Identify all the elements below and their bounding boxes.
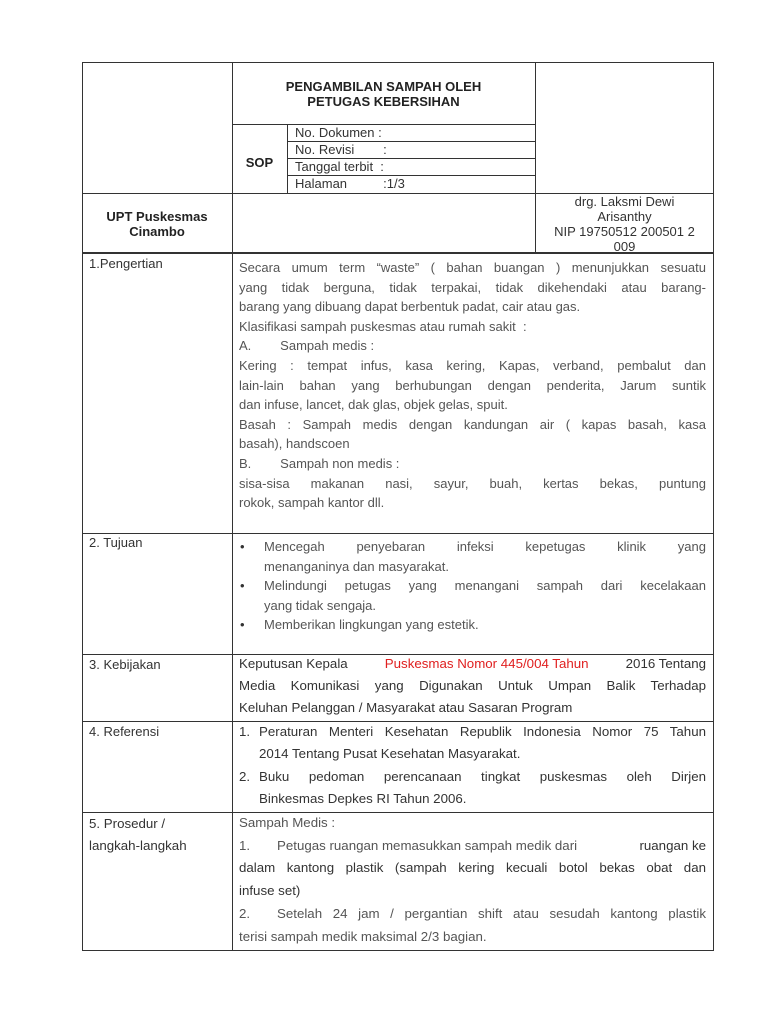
signer-nip-1: NIP 19750512 200501 2 (554, 224, 695, 239)
step-text: ruangan ke (639, 837, 706, 853)
list-item (239, 766, 706, 810)
list-item-line: • Mencegah penyebaran infeksi kepetugas klinik yang (264, 539, 706, 554)
list-item-line: • Memberikan lingkungan yang estetik. (264, 617, 479, 632)
step-text: terisi sampah medik maksimal 2/3 bagian. (239, 928, 487, 944)
pengertian-line: barang yang dibuang dapat berbentuk padat, cair atau gas. (239, 299, 581, 315)
organization-name (82, 209, 232, 239)
sop-label: SOP (245, 155, 274, 170)
pengertian-line: Basah : Sampah medis dengan kandungan air ( kapas basah, kasa (239, 416, 706, 432)
list-item-line: 2014 Tentang Pusat Kesehatan Masyarakat. (259, 746, 521, 761)
pengertian-line: yang tidak berguna, tidak terpakai, tidak dikehendaki atau barang- (239, 279, 706, 295)
pengertian-line: basah), handscoen (239, 436, 350, 452)
prosedur-label-line: langkah-langkah (89, 838, 187, 853)
pengertian-line: lain-lain bahan yang berhubungan dengan penderita, Jarum suntik (239, 377, 706, 393)
title-line-1: PENGAMBILAN SAMPAH OLEH (285, 79, 482, 94)
pengertian-line: sisa-sisa makanan nasi, sayur, buah, kertas bekas, puntung (239, 475, 706, 491)
section-label-prosedur (89, 813, 187, 857)
step-text: Petugas ruangan memasukkan sampah medik dari (277, 837, 578, 853)
pengertian-content (239, 258, 706, 513)
document-title (232, 79, 535, 109)
pengertian-line: B. Sampah non medis : (239, 455, 400, 471)
signer-name-1: drg. Laksmi Dewi (574, 194, 675, 209)
divider (232, 253, 233, 951)
step-text: Setelah 24 jam / pergantian shift atau sesudah kantong plastik (277, 906, 706, 921)
list-item-line: Buku pedoman perencanaan tingkat puskesmas oleh Dirjen (259, 769, 706, 784)
list-number: 1. (239, 724, 251, 739)
list-item (264, 615, 706, 635)
list-item-line: Peraturan Menteri Kesehatan Republik Indonesia Nomor 75 Tahun (259, 724, 706, 739)
pengertian-line: A. Sampah medis : (239, 338, 375, 354)
org-line-2: Cinambo (129, 224, 185, 239)
pengertian-line: dan infuse, lancet, dak glas, objek gelas, spuit. (239, 397, 508, 413)
pengertian-line: Kering : tempat infus, kasa kering, Kapas, verband, pembalut dan (239, 357, 706, 373)
kebijakan-content (239, 653, 706, 719)
signer-nip-2: 009 (613, 239, 636, 254)
title-line-2: PETUGAS KEBERSIHAN (307, 94, 460, 109)
list-item-line: • Melindungi petugas yang menangani sampah dari kecelakaan (264, 578, 706, 593)
list-item (239, 721, 706, 765)
prosedur-content (239, 812, 706, 948)
divider (82, 533, 714, 534)
doc-field-number: No. Dokumen : (295, 125, 382, 140)
list-item-line: yang tidak sengaja. (264, 597, 377, 613)
pengertian-line: rokok, sampah kantor dll. (239, 495, 385, 511)
pengertian-line: Secara umum term “waste” ( bahan buangan ) menunjukkan sesuatu (239, 260, 706, 275)
kebijakan-text: Keputusan Kepala (239, 656, 352, 671)
doc-field-revision: No. Revisi : (295, 142, 387, 157)
list-item-line: menanganinya dan masyarakat. (264, 558, 450, 574)
step-text: dalam kantong plastik (sampah kering kecuali botol bekas obat dan (239, 860, 706, 875)
doc-field-page: Halaman :1/3 (295, 176, 405, 191)
step-text: infuse set) (239, 882, 301, 898)
list-item (264, 537, 706, 576)
section-label-tujuan: 2. Tujuan (89, 535, 143, 550)
kebijakan-text: 2016 Tentang (621, 656, 706, 671)
divider (232, 124, 535, 125)
kebijakan-text: Keluhan Pelanggan / Masyarakat atau Sasaran Program (239, 700, 573, 715)
list-item-line: Binkesmas Depkes RI Tahun 2006. (259, 791, 467, 806)
section-label-kebijakan: 3. Kebijakan (89, 657, 161, 672)
prosedur-label-line: 5. Prosedur / (89, 816, 166, 831)
doc-field-date: Tanggal terbit : (295, 159, 384, 174)
signer-name-2: Arisanthy (597, 209, 652, 224)
step-number: 2. (239, 906, 251, 921)
section-label-referensi: 4. Referensi (89, 724, 160, 739)
section-label-pengertian: 1.Pengertian (89, 256, 163, 271)
kebijakan-text: Media Komunikasi yang Digunakan Untuk Umpan Balik Terhadap (239, 678, 706, 693)
signer-block (535, 194, 714, 254)
org-line-1: UPT Puskesmas (106, 209, 208, 224)
step-number: 1. (239, 837, 251, 853)
pengertian-line: Klasifikasi sampah puskesmas atau rumah sakit : (239, 318, 527, 334)
list-item (264, 576, 706, 615)
kebijakan-highlight: Puskesmas Nomor 445/004 Tahun (384, 656, 589, 671)
list-number: 2. (239, 769, 251, 784)
prosedur-heading: Sampah Medis : (239, 815, 336, 830)
